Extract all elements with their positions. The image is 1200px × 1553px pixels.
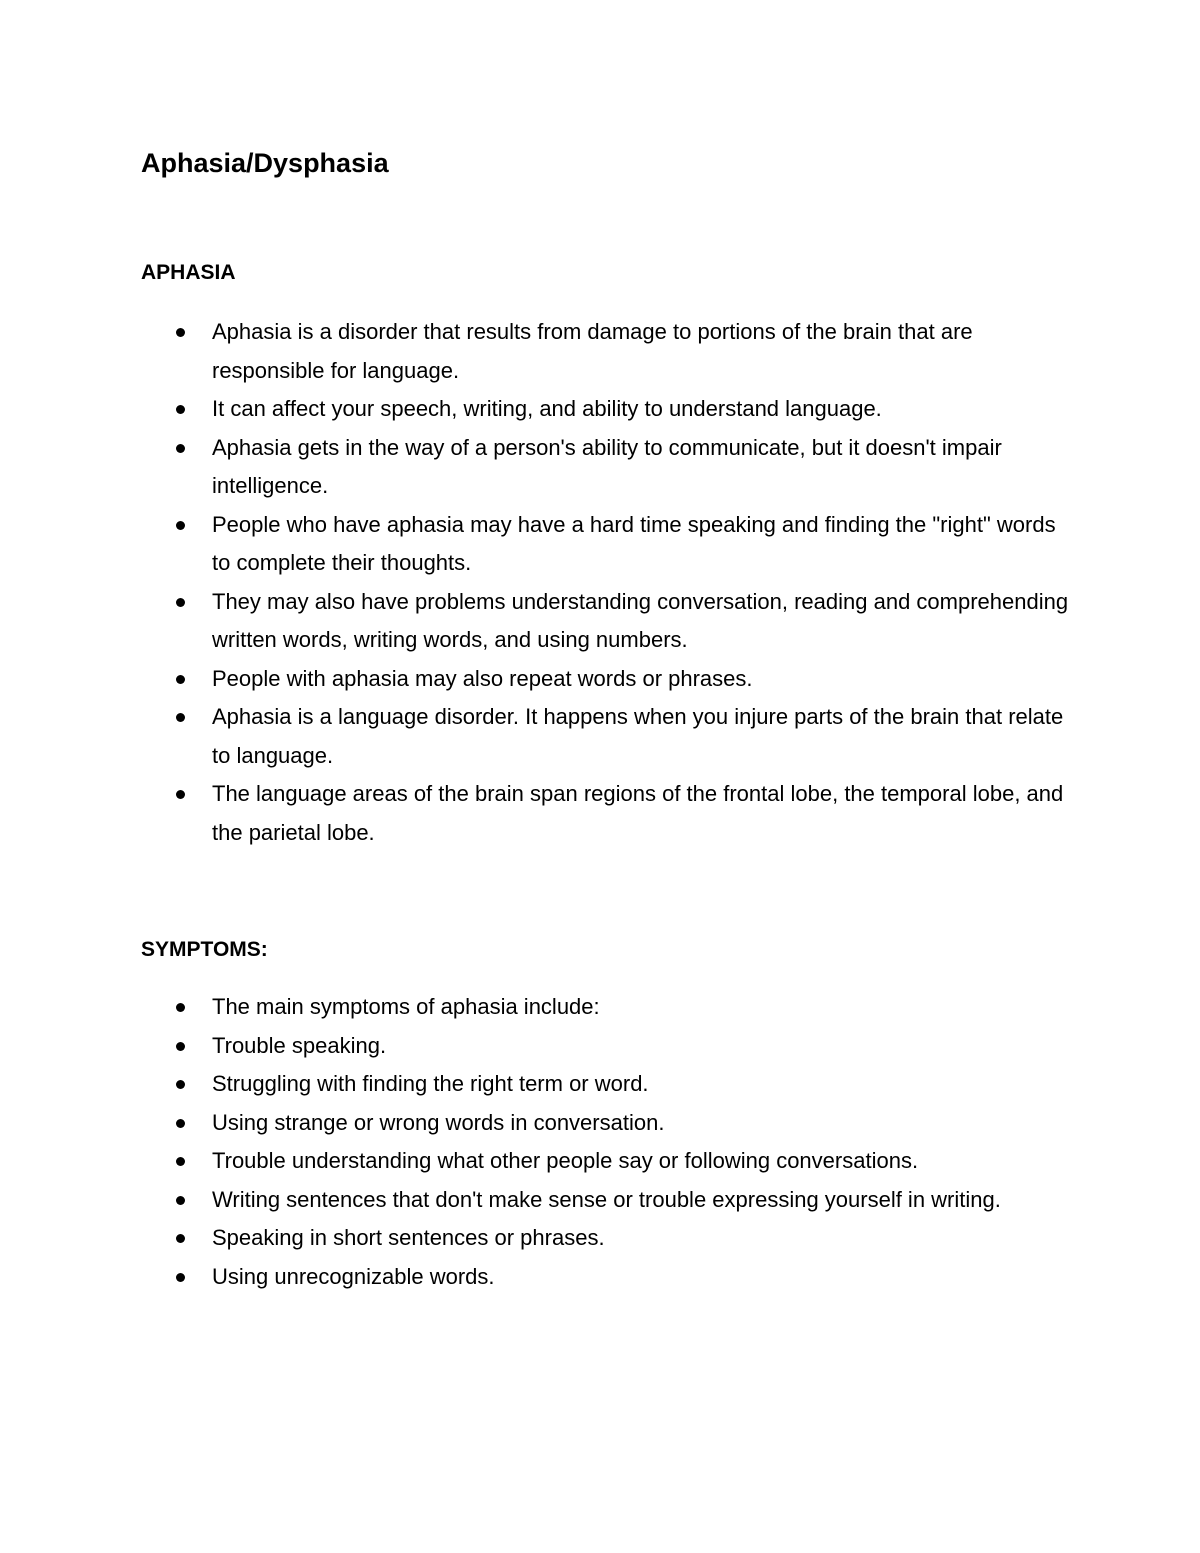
bullet-icon <box>176 405 185 414</box>
list-item-text: Aphasia gets in the way of a person's ability to communicate, but it doesn't impair intelligence. <box>212 434 1002 498</box>
list-item <box>0 429 1200 506</box>
aphasia-bullet-list <box>0 313 1200 852</box>
bullet-icon <box>176 1119 185 1128</box>
list-item-text: Writing sentences that don't make sense or trouble expressing yourself in writing. <box>212 1186 1001 1212</box>
bullet-icon <box>176 1080 185 1089</box>
bullet-icon <box>176 713 185 722</box>
list-item <box>0 660 1200 699</box>
list-item-text: It can affect your speech, writing, and ability to understand language. <box>212 396 882 421</box>
list-item-text: Using unrecognizable words. <box>212 1263 495 1289</box>
list-item <box>0 698 1200 775</box>
list-item-text: Aphasia is a language disorder. It happens when you injure parts of the brain that relate to language. <box>212 704 1064 768</box>
list-item <box>0 988 1200 1027</box>
list-item <box>0 1027 1200 1066</box>
bullet-icon <box>176 444 185 453</box>
symptoms-bullet-list <box>0 988 1200 1296</box>
bullet-icon <box>176 1196 185 1205</box>
bullet-icon <box>176 1042 185 1051</box>
list-item-text: They may also have problems understanding conversation, reading and comprehending written words, writing words, and using numbers. <box>212 588 1069 652</box>
list-item-text: Aphasia is a disorder that results from damage to portions of the brain that are responsible for language. <box>212 319 973 383</box>
list-item-text: Speaking in short sentences or phrases. <box>212 1225 605 1250</box>
bullet-icon <box>176 1003 185 1012</box>
list-item <box>0 1104 1200 1143</box>
list-item <box>0 506 1200 583</box>
bullet-icon <box>176 790 185 799</box>
bullet-icon <box>176 1234 185 1243</box>
list-item <box>0 1219 1200 1258</box>
bullet-icon <box>176 328 185 337</box>
list-item <box>0 775 1200 852</box>
list-item <box>0 390 1200 429</box>
list-item-text: Using strange or wrong words in conversation. <box>212 1109 665 1135</box>
list-item-text: Trouble speaking. <box>212 1032 387 1058</box>
bullet-icon <box>176 1273 185 1282</box>
list-item <box>0 1181 1200 1220</box>
bullet-icon <box>176 598 185 607</box>
section-heading-symptoms: SYMPTOMS: <box>141 938 268 961</box>
list-item <box>0 583 1200 660</box>
list-item-text: Trouble understanding what other people say or following conversations. <box>212 1148 919 1173</box>
list-item-text: The main symptoms of aphasia include: <box>212 994 600 1019</box>
list-item-text: Struggling with finding the right term or word. <box>212 1071 649 1096</box>
document-title: Aphasia/Dysphasia <box>141 148 389 178</box>
bullet-icon <box>176 675 185 684</box>
section-heading-aphasia: APHASIA <box>141 261 236 284</box>
list-item <box>0 1142 1200 1181</box>
list-item <box>0 1065 1200 1104</box>
list-item-text: People who have aphasia may have a hard time speaking and finding the "right" words to complete their thoughts. <box>212 511 1056 575</box>
list-item <box>0 1258 1200 1297</box>
list-item <box>0 313 1200 390</box>
bullet-icon <box>176 521 185 530</box>
list-item-text: People with aphasia may also repeat words or phrases. <box>212 665 753 691</box>
list-item-text: The language areas of the brain span regions of the frontal lobe, the temporal lobe, and the parietal lobe. <box>212 781 1064 845</box>
bullet-icon <box>176 1157 185 1166</box>
